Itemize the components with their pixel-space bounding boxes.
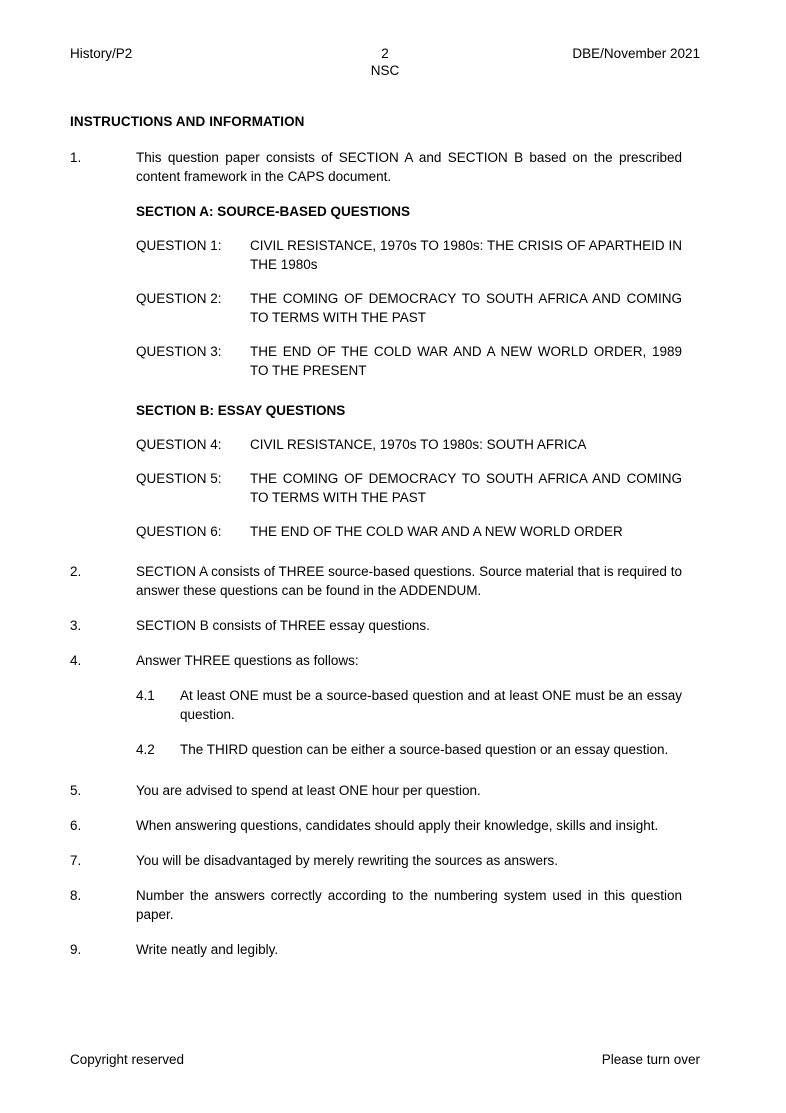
sub-instruction-item-4-2 bbox=[136, 740, 682, 759]
instruction-number: 8. bbox=[70, 888, 82, 903]
instruction-text: SECTION A consists of THREE source-based questions. Source material that is required to answer these questions can be found in the ADDENDUM. bbox=[136, 564, 682, 598]
instruction-item-3 bbox=[70, 616, 682, 635]
question-entry-3 bbox=[136, 342, 682, 380]
instruction-number: 5. bbox=[70, 783, 82, 798]
question-label: QUESTION 2: bbox=[136, 291, 222, 306]
instruction-text: Answer THREE questions as follows: bbox=[136, 653, 359, 668]
page-footer bbox=[70, 1051, 700, 1069]
instruction-number: 9. bbox=[70, 942, 82, 957]
header-page-number: 2 bbox=[381, 46, 389, 61]
instruction-item-6 bbox=[70, 816, 682, 835]
question-topic: CIVIL RESISTANCE, 1970s TO 1980s: THE CRISIS OF APARTHEID IN THE 1980s bbox=[250, 238, 682, 272]
question-label: QUESTION 1: bbox=[136, 238, 222, 253]
section-b-heading: SECTION B: ESSAY QUESTIONS bbox=[136, 403, 346, 418]
instruction-text: Write neatly and legibly. bbox=[136, 942, 279, 957]
question-label: QUESTION 3: bbox=[136, 344, 222, 359]
question-entry-5 bbox=[136, 469, 682, 507]
question-entry-6 bbox=[136, 522, 682, 541]
question-label: QUESTION 4: bbox=[136, 437, 222, 452]
page-title: INSTRUCTIONS AND INFORMATION bbox=[70, 114, 305, 129]
question-topic: THE END OF THE COLD WAR AND A NEW WORLD ORDER, 1989 TO THE PRESENT bbox=[250, 344, 682, 378]
header-exam-session: DBE/November 2021 bbox=[572, 46, 700, 61]
question-topic: THE COMING OF DEMOCRACY TO SOUTH AFRICA AND COMING TO TERMS WITH THE PAST bbox=[250, 291, 682, 325]
question-label: QUESTION 5: bbox=[136, 471, 222, 486]
instruction-text: Number the answers correctly according to the numbering system used in this question paper. bbox=[136, 888, 682, 922]
instruction-text: You will be disadvantaged by merely rewriting the sources as answers. bbox=[136, 853, 558, 868]
instruction-number: 1. bbox=[70, 150, 82, 165]
running-header bbox=[70, 45, 700, 85]
section-a-heading: SECTION A: SOURCE-BASED QUESTIONS bbox=[136, 204, 411, 219]
instruction-item-9 bbox=[70, 940, 682, 959]
instruction-text: This question paper consists of SECTION A and SECTION B based on the prescribed content framework in the CAPS document. bbox=[136, 150, 682, 184]
instruction-item-4 bbox=[70, 651, 682, 670]
sub-instruction-item-4-1 bbox=[136, 686, 682, 724]
instruction-item-7 bbox=[70, 851, 682, 870]
sub-instruction-text: The THIRD question can be either a source-based question or an essay question. bbox=[180, 742, 669, 757]
instruction-number: 2. bbox=[70, 564, 82, 579]
instruction-item-2 bbox=[70, 562, 682, 600]
sub-instruction-number: 4.1 bbox=[136, 688, 155, 703]
header-paper-code: NSC bbox=[370, 63, 400, 78]
instruction-number: 3. bbox=[70, 618, 82, 633]
question-entry-1 bbox=[136, 236, 682, 274]
question-topic: THE COMING OF DEMOCRACY TO SOUTH AFRICA AND COMING TO TERMS WITH THE PAST bbox=[250, 471, 682, 505]
instruction-item-8 bbox=[70, 886, 682, 924]
document-body bbox=[70, 112, 682, 975]
instruction-text: When answering questions, candidates should apply their knowledge, skills and insight. bbox=[136, 818, 659, 833]
question-topic: THE END OF THE COLD WAR AND A NEW WORLD ORDER bbox=[250, 524, 623, 539]
instruction-text: You are advised to spend at least ONE hour per question. bbox=[136, 783, 481, 798]
question-topic: CIVIL RESISTANCE, 1970s TO 1980s: SOUTH AFRICA bbox=[250, 437, 587, 452]
instruction-number: 7. bbox=[70, 853, 82, 868]
instruction-item-1 bbox=[70, 148, 682, 186]
section-a-block bbox=[136, 202, 682, 380]
sub-instruction-number: 4.2 bbox=[136, 742, 155, 757]
instruction-number: 6. bbox=[70, 818, 82, 833]
turn-over-notice: Please turn over bbox=[601, 1052, 700, 1067]
copyright-notice: Copyright reserved bbox=[70, 1052, 185, 1067]
sub-instruction-text: At least ONE must be a source-based question and at least ONE must be an essay question. bbox=[180, 688, 682, 722]
question-label: QUESTION 6: bbox=[136, 524, 222, 539]
section-b-block bbox=[136, 401, 682, 541]
instruction-number: 4. bbox=[70, 653, 82, 668]
instruction-item-5 bbox=[70, 781, 682, 800]
question-entry-2 bbox=[136, 289, 682, 327]
question-entry-4 bbox=[136, 435, 682, 454]
instruction-text: SECTION B consists of THREE essay questions. bbox=[136, 618, 430, 633]
header-subject-code: History/P2 bbox=[70, 46, 133, 61]
